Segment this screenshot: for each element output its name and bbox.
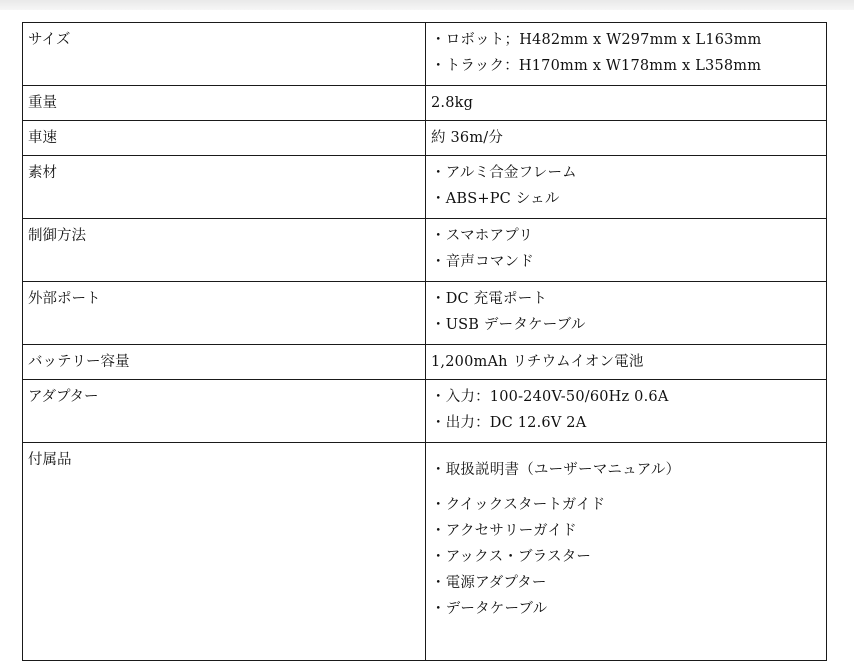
spec-table (22, 22, 827, 661)
row-value-weight (426, 86, 827, 121)
value-line: ・アルミ合金フレーム (431, 165, 577, 181)
value-line: ・スマホアプリ (431, 228, 534, 244)
label-text: 重量 (28, 95, 57, 111)
label-text: 車速 (28, 130, 57, 146)
value-line: ・クイックスタートガイド (431, 497, 606, 513)
row-label-ports (23, 282, 426, 345)
row-label-material (23, 156, 426, 219)
table-row-battery (23, 345, 827, 380)
page-top-edge (0, 0, 854, 10)
value-line: 約 36m/分 (431, 130, 504, 146)
row-value-adapter (426, 380, 827, 443)
value-line: ・アックス・ブラスター (431, 549, 592, 565)
value-line: ・DC 充電ポート (431, 291, 548, 307)
table-row-ports (23, 282, 827, 345)
row-value-material (426, 156, 827, 219)
label-text: 制御方法 (28, 228, 86, 244)
value-line: ・入力：100-240V-50/60Hz 0.6A (431, 389, 669, 405)
value-line: ・音声コマンド (431, 254, 534, 270)
row-value-ports (426, 282, 827, 345)
row-label-control (23, 219, 426, 282)
label-text: アダプター (28, 389, 99, 405)
table-row-material (23, 156, 827, 219)
row-value-accessories (426, 443, 827, 661)
table-row-size (23, 23, 827, 86)
row-label-accessories (23, 443, 426, 661)
row-label-speed (23, 121, 426, 156)
row-value-battery (426, 345, 827, 380)
row-label-battery (23, 345, 426, 380)
row-value-control (426, 219, 827, 282)
value-line: ・ロボット；H482mm x W297mm x L163mm (431, 32, 762, 48)
label-text: 外部ポート (28, 291, 101, 307)
value-line: ・アクセサリーガイド (431, 523, 577, 539)
table-row-weight (23, 86, 827, 121)
value-line: 2.8kg (431, 95, 474, 111)
table-row-accessories (23, 443, 827, 661)
row-value-speed (426, 121, 827, 156)
label-text: 素材 (28, 165, 57, 181)
value-line: ・ABS+PC シェル (431, 191, 560, 207)
value-line: ・取扱説明書（ユーザーマニュアル） (431, 462, 681, 478)
row-label-weight (23, 86, 426, 121)
table-row-control (23, 219, 827, 282)
value-line: 1,200mAh リチウムイオン電池 (431, 354, 644, 370)
row-label-size (23, 23, 426, 86)
value-line: ・USB データケーブル (431, 317, 586, 333)
table-row-adapter (23, 380, 827, 443)
label-text: バッテリー容量 (28, 354, 130, 370)
value-line: ・トラック：H170mm x W178mm x L358mm (431, 58, 762, 74)
label-text: サイズ (28, 32, 71, 48)
row-label-adapter (23, 380, 426, 443)
row-value-size (426, 23, 827, 86)
table-row-speed (23, 121, 827, 156)
value-line: ・データケーブル (431, 601, 548, 617)
value-line: ・電源アダプター (431, 575, 547, 591)
label-text: 付属品 (28, 452, 72, 468)
value-line: ・出力：DC 12.6V 2A (431, 415, 587, 431)
